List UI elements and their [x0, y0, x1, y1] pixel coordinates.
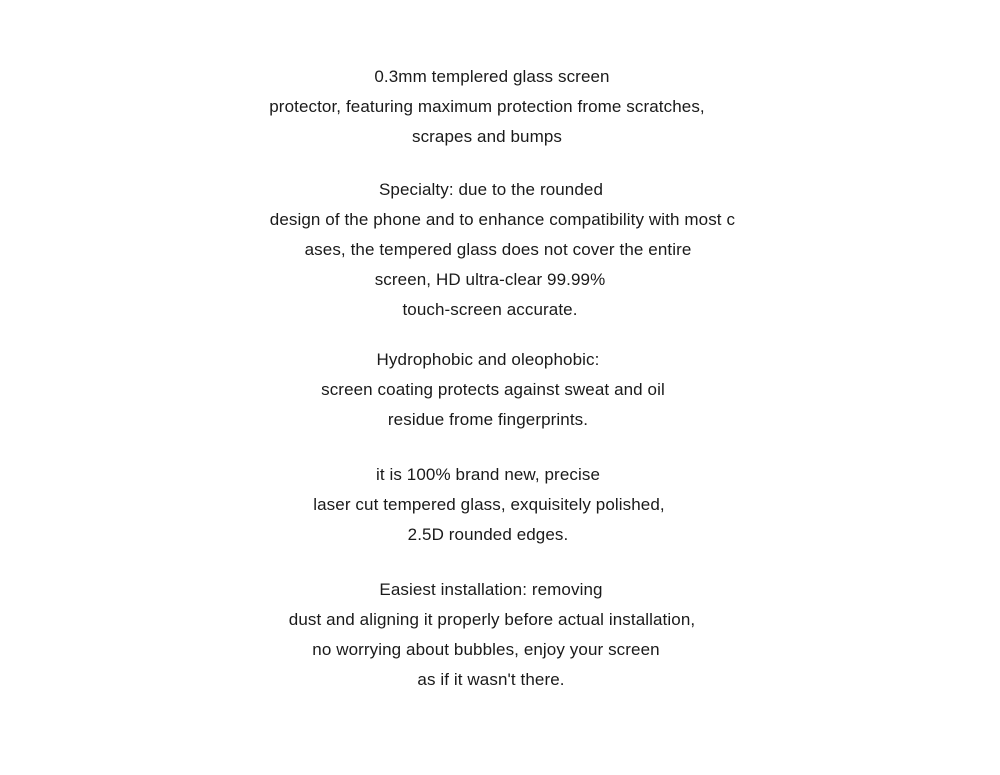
text-line: scrapes and bumps	[411, 127, 563, 146]
text-line: dust and aligning it properly before actual installation,	[288, 610, 696, 629]
text-line: laser cut tempered glass, exquisitely polished,	[313, 495, 665, 514]
text-line: it is 100% brand new, precise	[375, 465, 601, 484]
text-line: 0.3mm templered glass screen	[374, 67, 610, 86]
text-line: Specialty: due to the rounded	[378, 180, 604, 199]
text-line: ases, the tempered glass does not cover the entire	[304, 240, 692, 259]
text-line: Hydrophobic and oleophobic:	[376, 350, 600, 369]
text-line: Easiest installation: removing	[379, 580, 603, 599]
text-line: touch-screen accurate.	[402, 300, 578, 319]
text-line: as if it wasn't there.	[417, 670, 565, 689]
text-line: screen coating protects against sweat and oil	[321, 380, 665, 399]
text-line: protector, featuring maximum protection frome scratches,	[269, 97, 705, 116]
text-line: design of the phone and to enhance compatibility with most c	[264, 210, 736, 229]
text-line: no worrying about bubbles, enjoy your screen	[312, 640, 660, 659]
text-line: residue frome fingerprints.	[387, 410, 589, 429]
text-line: 2.5D rounded edges.	[407, 525, 569, 544]
text-line: screen, HD ultra-clear 99.99%	[374, 270, 606, 289]
